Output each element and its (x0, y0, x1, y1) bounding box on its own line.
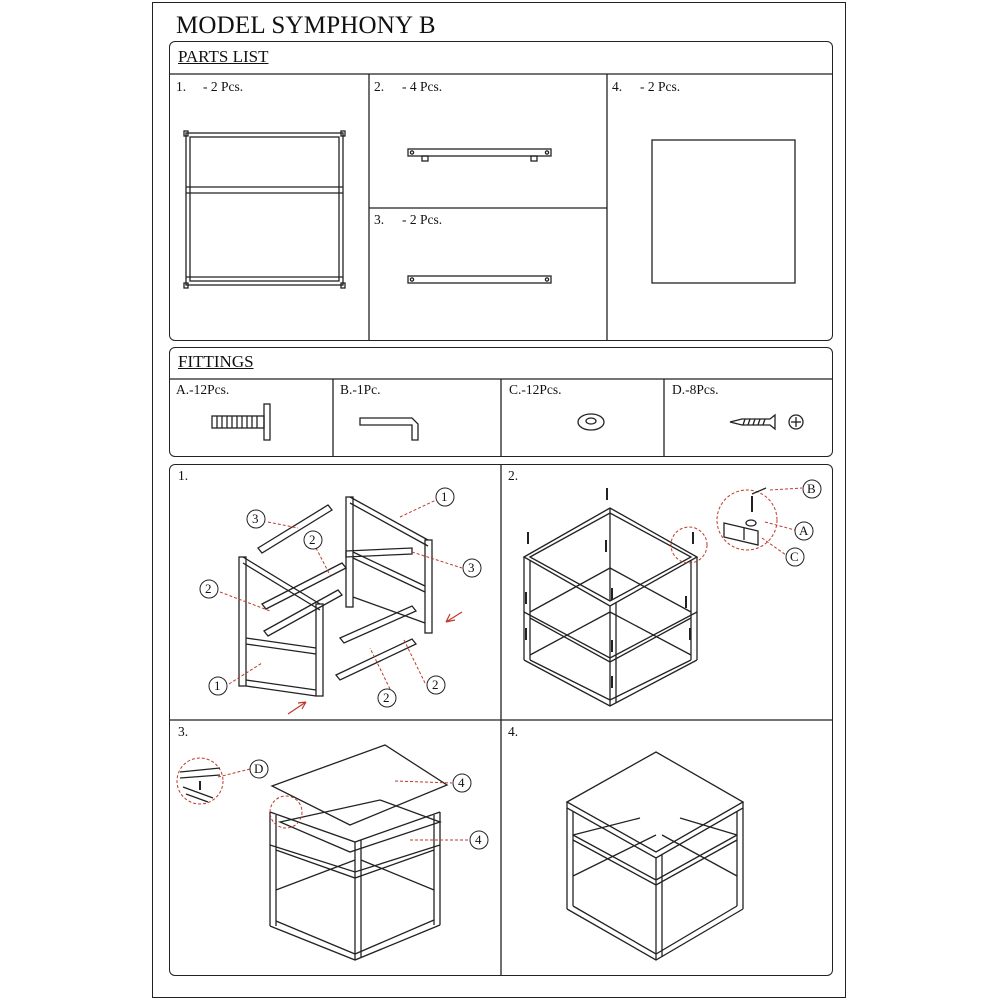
part-4-qty: - 2 Pcs. (640, 79, 681, 94)
callout-1-bottom-text: 1 (214, 678, 221, 693)
part-2-qty: - 4 Pcs. (402, 79, 443, 94)
step-3-number: 3. (178, 724, 189, 739)
fitting-c-label: C.-12Pcs. (509, 382, 562, 397)
callout-d-text: D (254, 761, 264, 776)
fittings-grid (169, 379, 833, 457)
fitting-b-label: B.-1Pc. (340, 382, 381, 397)
callout-2-bottom-right-text: 2 (432, 677, 439, 692)
callout-b-text: B (807, 481, 816, 496)
callout-2-left-text: 2 (205, 581, 212, 596)
part-1-qty: - 2 Pcs. (203, 79, 244, 94)
step-2-number: 2. (508, 468, 519, 483)
page-title: MODEL SYMPHONY B (176, 12, 436, 39)
callout-2-top-text: 2 (309, 532, 316, 547)
callout-4-bottom-text: 4 (475, 832, 482, 847)
part-1-number: 1. (176, 79, 187, 94)
callout-a-text: A (799, 523, 809, 538)
callout-4-top-text: 4 (458, 775, 465, 790)
callout-2-bottom-text: 2 (383, 690, 390, 705)
washer-icon (578, 414, 604, 430)
step-4-final-table-drawing (567, 752, 743, 960)
part-2-number: 2. (374, 79, 385, 94)
part-2-rail-drawing (408, 149, 551, 161)
parts-list-grid (169, 74, 833, 341)
bolt-icon (212, 404, 270, 440)
callout-3-right-text: 3 (468, 560, 475, 575)
step-1-exploded-drawing (239, 497, 432, 696)
allen-key-icon (360, 418, 418, 440)
screw-icon (730, 415, 775, 429)
fitting-d-label: D.-8Pcs. (672, 382, 719, 397)
callout-1-top-text: 1 (441, 489, 448, 504)
parts-list-heading: PARTS LIST (178, 47, 269, 66)
step-4-number: 4. (508, 724, 519, 739)
step-3-detail-zoom (180, 768, 220, 802)
part-4-number: 4. (612, 79, 623, 94)
part-3-qty: - 2 Pcs. (402, 212, 443, 227)
callout-c-text: C (790, 549, 799, 564)
step-2-frame-drawing (524, 488, 697, 706)
callout-3-left-text: 3 (252, 511, 259, 526)
phillips-head-icon (789, 415, 803, 429)
step-2-detail-zoom (724, 488, 766, 545)
part-1-side-frame-drawing (184, 131, 345, 288)
part-4-panel-drawing (652, 140, 795, 283)
fitting-a-label: A.-12Pcs. (176, 382, 230, 397)
part-3-rail-drawing (408, 276, 551, 283)
step-3-frame-drawing (270, 745, 447, 960)
part-3-number: 3. (374, 212, 385, 227)
step-1-number: 1. (178, 468, 189, 483)
fittings-heading: FITTINGS (178, 352, 254, 371)
